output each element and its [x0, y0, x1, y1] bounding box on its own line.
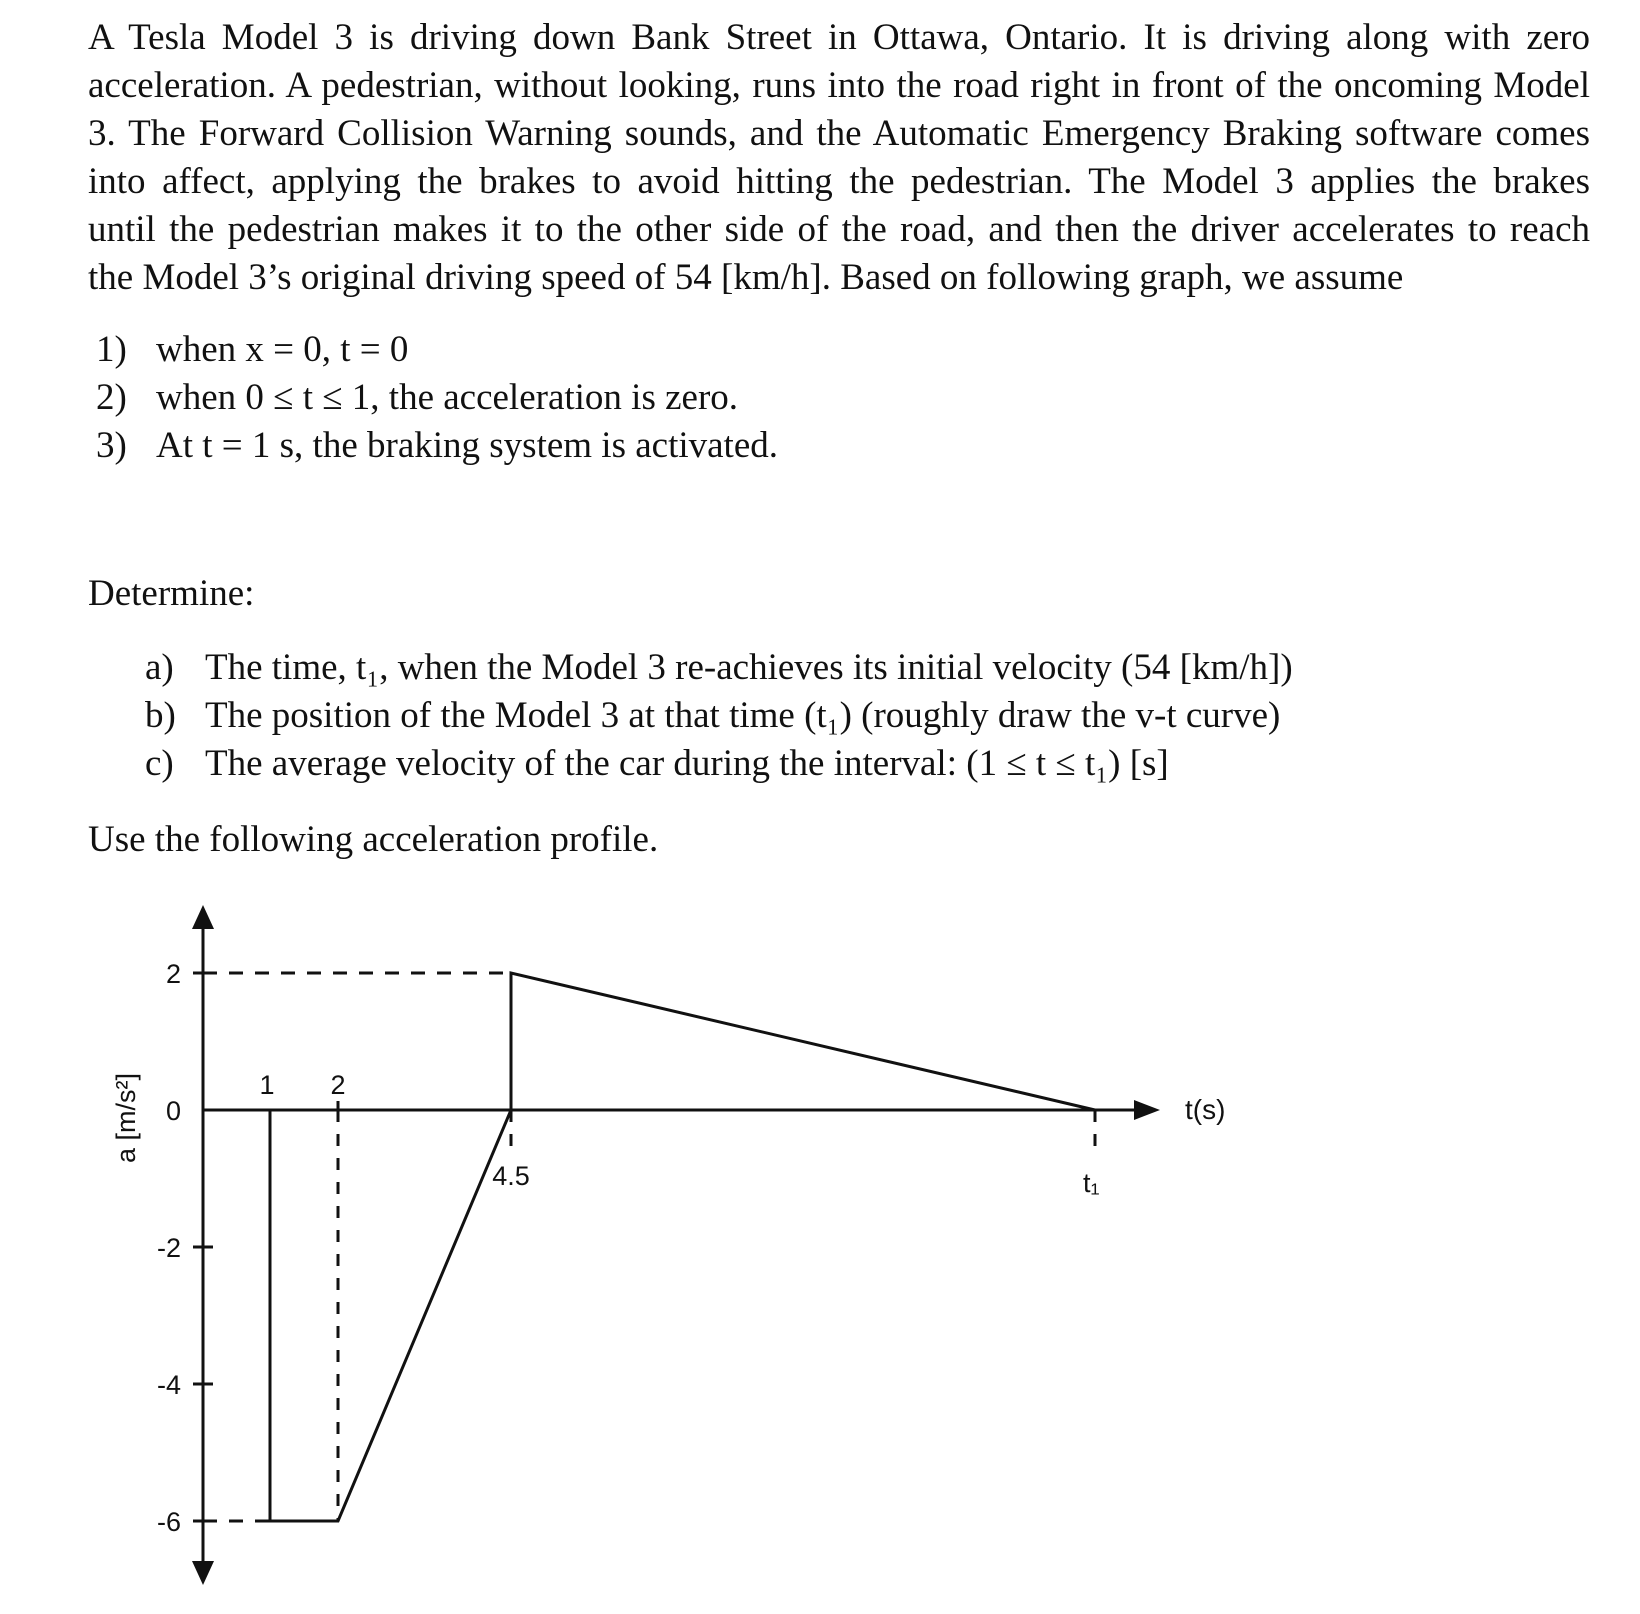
problem-line: into affect, applying the brakes to avoid hitting the pedestrian. The Model 3 applies the brakes — [88, 161, 1590, 202]
problem-line: 3. The Forward Collision Warning sounds, and the Automatic Emergency Braking software comes — [88, 113, 1590, 154]
x-tick-label: t₁ — [1083, 1168, 1100, 1198]
use-profile-line: Use the following acceleration profile. — [88, 819, 659, 860]
task-label: c) — [145, 743, 174, 784]
x-tick-label: 2 — [330, 1070, 346, 1100]
task-label: a) — [145, 647, 174, 688]
assumption-text: At t = 1 s, the braking system is activated. — [156, 425, 779, 466]
assumption-number: 2) — [96, 377, 127, 418]
x-tick-label: 1 — [259, 1070, 275, 1100]
y-tick-label: -6 — [156, 1507, 181, 1537]
y-tick-label: -2 — [156, 1233, 181, 1263]
y-tick-label: 2 — [165, 959, 181, 989]
assumption-number: 1) — [96, 329, 127, 370]
problem-line: the Model 3’s original driving speed of 54 [km/h]. Based on following graph, we assume — [88, 257, 1404, 298]
task-text: The average velocity of the car during the interval: (1 ≤ t ≤ t₁) [s] — [205, 743, 1169, 784]
task-text: The time, t₁, when the Model 3 re-achieves its initial velocity (54 [km/h]) — [205, 647, 1293, 688]
task-text: The position of the Model 3 at that time (t₁) (roughly draw the v-t curve) — [205, 695, 1281, 736]
task-label: b) — [145, 695, 176, 736]
x-axis-label: t(s) — [1185, 1094, 1226, 1125]
y-axis-up-arrow — [192, 905, 214, 929]
assumption-number: 3) — [96, 425, 127, 466]
assumption-text: when 0 ≤ t ≤ 1, the acceleration is zero. — [156, 377, 739, 418]
y-tick-label: 0 — [165, 1096, 181, 1126]
y-tick-label: -4 — [156, 1370, 181, 1400]
acceleration-series-line — [203, 973, 1095, 1521]
assumption-text: when x = 0, t = 0 — [156, 329, 409, 370]
problem-line: A Tesla Model 3 is driving down Bank Street in Ottawa, Ontario. It is driving along with zero — [88, 17, 1590, 58]
problem-line: acceleration. A pedestrian, without looking, runs into the road right in front of the oncoming Model — [88, 65, 1590, 106]
x-tick-label: 4.5 — [492, 1161, 530, 1191]
y-axis-down-arrow — [192, 1561, 214, 1585]
y-axis-label: a [m/s²] — [111, 1072, 141, 1164]
problem-line: until the pedestrian makes it to the other side of the road, and then the driver accelerates to reach — [88, 209, 1590, 250]
x-axis-arrow — [1134, 1100, 1160, 1120]
determine-heading: Determine: — [88, 573, 255, 614]
